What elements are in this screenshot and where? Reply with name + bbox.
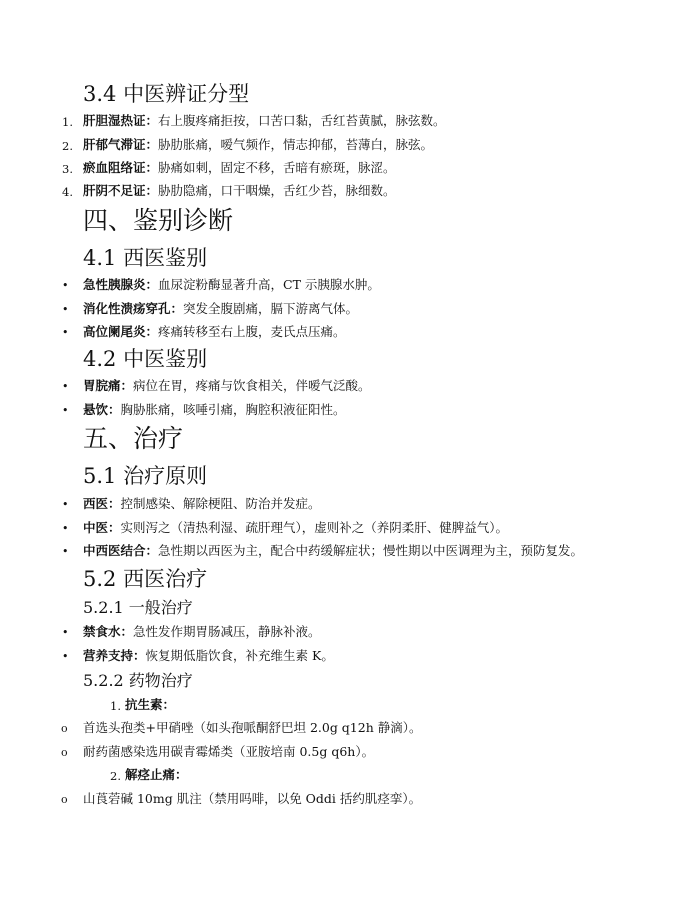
bullet-icon: • (62, 522, 69, 535)
term-label: 悬饮： (83, 402, 121, 417)
term-text: 控制感染、解除梗阻、防治并发症。 (120, 496, 321, 511)
subsection-heading-5-2-2: 5.2.2 药物治疗 (83, 671, 193, 690)
section-heading-4-1: 4.1 西医鉴别 (83, 246, 208, 270)
term-label: 消化性溃疡穿孔： (83, 301, 184, 316)
bullet-icon: • (62, 498, 69, 511)
drug-class-label: 解痉止痛： (125, 767, 188, 782)
term-label: 高位阑尾炎： (83, 324, 159, 339)
list-number: 2. (62, 139, 73, 153)
list-item (83, 300, 358, 318)
list-item (83, 276, 380, 294)
list-item (83, 323, 346, 341)
chapter-heading-4: 四、鉴别诊断 (83, 206, 234, 235)
term-text: 胸胁胀痛，咳唾引痛，胸腔积液征阳性。 (120, 402, 346, 417)
subsection-heading-5-2-1: 5.2.1 一般治疗 (83, 598, 193, 617)
list-item (83, 159, 396, 177)
list-item (83, 136, 433, 154)
list-number: 4. (62, 185, 73, 199)
list-item: 耐药菌感染选用碳青霉烯类（亚胺培南 0.5g q6h）。 (83, 744, 375, 759)
list-number: 3. (62, 162, 73, 176)
term-label: 中医： (83, 520, 121, 535)
term-text: 疼痛转移至右上腹，麦氏点压痛。 (158, 324, 346, 339)
list-item (83, 401, 346, 419)
term-text: 胁肋胀痛，嗳气频作，情志抑郁，苔薄白，脉弦。 (158, 137, 434, 152)
circle-bullet-icon: o (61, 793, 68, 806)
list-number: 1. (110, 699, 121, 713)
term-label: 瘀血阻络证： (83, 160, 159, 175)
bullet-icon: • (62, 650, 69, 663)
section-heading-5-2: 5.2 西医治疗 (83, 567, 208, 591)
list-number: 1. (62, 115, 73, 129)
section-heading-4-2: 4.2 中医鉴别 (83, 347, 208, 371)
bullet-icon: • (62, 326, 69, 339)
term-text: 实则泻之（清热利湿、疏肝理气），虚则补之（养阴柔肝、健脾益气）。 (120, 520, 509, 535)
term-text: 右上腹疼痛拒按，口苦口黏，舌红苔黄腻，脉弦数。 (158, 113, 446, 128)
list-item (83, 377, 371, 395)
list-number: 2. (110, 769, 121, 783)
term-label: 急性胰腺炎： (83, 277, 159, 292)
term-text: 急性期以西医为主，配合中药缓解症状；慢性期以中医调理为主，预防复发。 (158, 543, 584, 558)
list-item (83, 182, 396, 200)
term-label: 禁食水： (83, 624, 134, 639)
list-item (83, 112, 446, 130)
bullet-icon: • (62, 404, 69, 417)
term-label: 西医： (83, 496, 121, 511)
term-label: 胃脘痛： (83, 378, 134, 393)
bullet-icon: • (62, 303, 69, 316)
term-label: 肝郁气滞证： (83, 137, 159, 152)
term-text: 突发全腹剧痛，膈下游离气体。 (183, 301, 359, 316)
circle-bullet-icon: o (61, 722, 68, 735)
bullet-icon: • (62, 545, 69, 558)
term-label: 肝胆湿热证： (83, 113, 159, 128)
term-text: 恢复期低脂饮食，补充维生素 K。 (145, 648, 334, 663)
term-label: 肝阴不足证： (83, 183, 159, 198)
bullet-icon: • (62, 279, 69, 292)
circle-bullet-icon: o (61, 746, 68, 759)
term-label: 中西医结合： (83, 543, 159, 558)
list-item: 首选头孢类+甲硝唑（如头孢哌酮舒巴坦 2.0g q12h 静滴）。 (83, 720, 422, 735)
term-text: 胁肋隐痛，口干咽燥，舌红少苔，脉细数。 (158, 183, 396, 198)
bullet-icon: • (62, 380, 69, 393)
list-item (83, 519, 508, 537)
term-label: 营养支持： (83, 648, 146, 663)
term-text: 病位在胃，疼痛与饮食相关，伴嗳气泛酸。 (133, 378, 371, 393)
section-heading-3-4: 3.4 中医辨证分型 (83, 82, 250, 106)
list-item: 山莨菪碱 10mg 肌注（禁用吗啡，以免 Oddi 括约肌痉挛）。 (83, 791, 422, 806)
list-item (83, 623, 321, 641)
list-item (83, 542, 583, 560)
chapter-heading-5: 五、治疗 (83, 424, 184, 453)
term-text: 胁痛如刺，固定不移，舌暗有瘀斑，脉涩。 (158, 160, 396, 175)
term-text: 急性发作期胃肠减压，静脉补液。 (133, 624, 321, 639)
bullet-icon: • (62, 626, 69, 639)
term-text: 血尿淀粉酶显著升高，CT 示胰腺水肿。 (158, 277, 380, 292)
drug-class-label: 抗生素： (125, 697, 176, 712)
section-heading-5-1: 5.1 治疗原则 (83, 464, 208, 488)
list-item (83, 647, 334, 665)
list-item (83, 495, 321, 513)
